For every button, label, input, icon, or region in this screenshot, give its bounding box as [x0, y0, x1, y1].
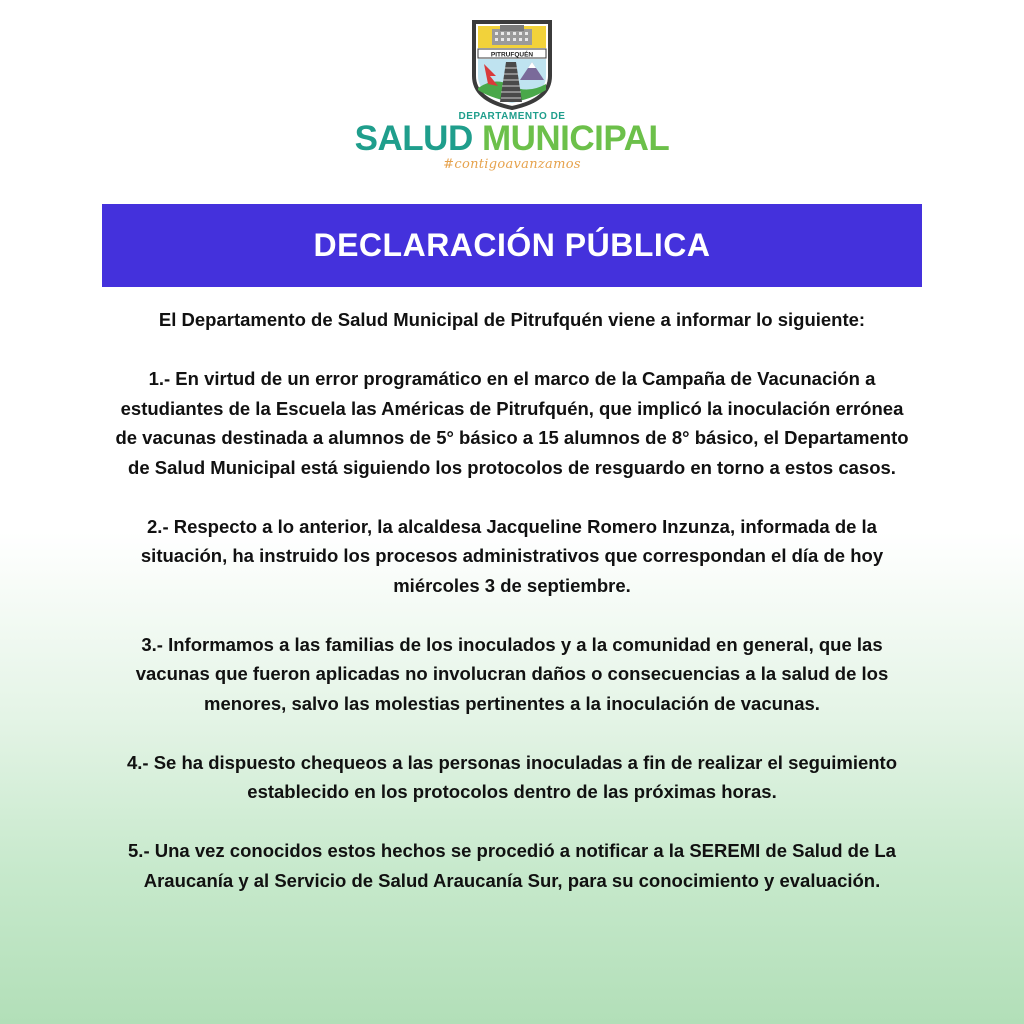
municipal-crest-icon [470, 18, 554, 110]
point-3-paragraph: 3.- Informamos a las familias de los inoculados y a la comunidad en general, que las vacunas que fueron aplicadas no involucran daños o consecuencias a la salud de los menores, salvo las molestias pertinentes a la inoculación de vacunas. [135, 633, 889, 714]
department-title [0, 119, 1024, 159]
title-banner [102, 204, 922, 287]
point-4-paragraph: 4.- Se ha dispuesto chequeos a las personas inoculadas a fin de realizar el seguimiento establecido en los protocolos dentro de las próximas horas. [126, 751, 898, 802]
department-title-word-salud: SALUD [354, 119, 473, 158]
department-subtitle: DEPARTAMENTO DE [458, 111, 566, 122]
declaration-body [110, 305, 914, 925]
point-5-paragraph: 5.- Una vez conocidos estos hechos se procedió a notificar a la SEREMI de Salud de La Araucanía y al Servicio de Salud Araucanía Sur, para su conocimiento y evaluación. [128, 840, 896, 891]
page-title: DECLARACIÓN PÚBLICA [313, 227, 711, 263]
intro-paragraph: El Departamento de Salud Municipal de Pitrufquén viene a informar lo siguiente: [158, 309, 866, 330]
point-1-paragraph: 1.- En virtud de un error programático en el marco de la Campaña de Vacunación a estudiantes de la Escuela las Américas de Pitrufquén, que implicó la inoculación errónea de vacunas destinada a alumnos de 5° básico a 15 alumnos de 8° básico, el Departamento de Salud Municipal está siguiendo los protocolos de resguardo en torno a estos casos. [115, 368, 909, 478]
department-title-word-municipal: MUNICIPAL [481, 119, 670, 158]
point-2-paragraph: 2.- Respecto a lo anterior, la alcaldesa Jacqueline Romero Inzunza, informada de la situación, ha instruido los procesos administrativos que correspondan el día de hoy miércoles 3 de septiembre. [140, 515, 884, 596]
header [0, 18, 1024, 188]
hashtag-slogan: #contigoavanzamos [443, 157, 581, 172]
crest-label: PITRUFQUÉN [490, 51, 534, 59]
